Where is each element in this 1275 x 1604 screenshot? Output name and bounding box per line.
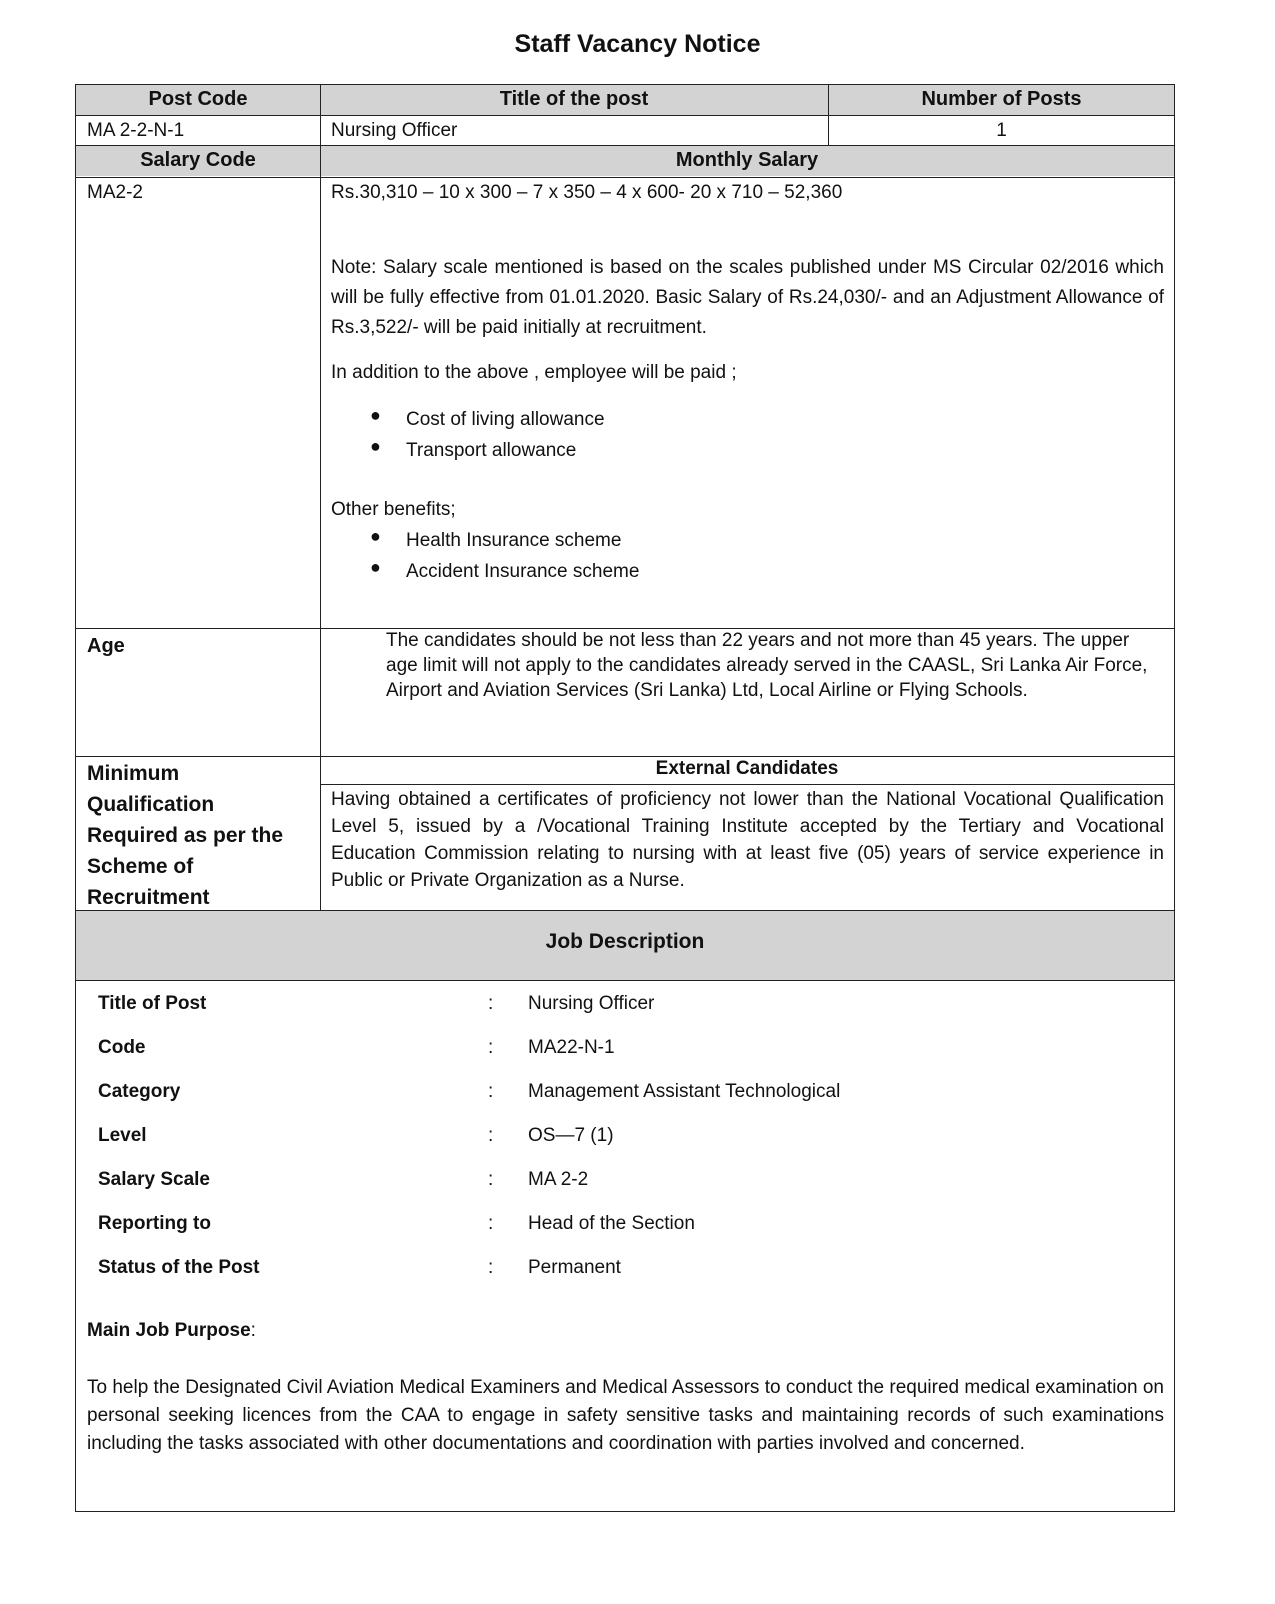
title-header: Title of the post xyxy=(499,88,649,110)
jd-colon: : xyxy=(488,993,494,1014)
main-job-purpose-label: Main Job Purpose xyxy=(87,1320,251,1341)
age-text: The candidates should be not less than 22 years and not more than 45 years. The upper age limit will not apply to the candidates already served in the CAASL, Sri Lanka Air Force, Airport and Aviation Services (Sri Lanka) Ltd, Local Airline or Flying Schools. xyxy=(386,630,1148,701)
number-header: Number of Posts xyxy=(921,88,1082,110)
jd-label-status: Status of the Post xyxy=(98,1257,260,1278)
jd-value-status: Permanent xyxy=(528,1257,621,1278)
qualification-label-line: Scheme of xyxy=(87,855,194,878)
divider xyxy=(75,756,1175,757)
divider xyxy=(75,980,1175,981)
jd-value-reporting: Head of the Section xyxy=(528,1213,695,1234)
jd-label-title: Title of Post xyxy=(98,993,207,1014)
external-candidates-header: External Candidates xyxy=(655,758,839,779)
benefit-item: Accident Insurance scheme xyxy=(406,561,640,582)
salary-code-header: Salary Code xyxy=(140,149,256,171)
jd-value-salary-scale: MA 2-2 xyxy=(528,1169,589,1190)
jd-colon: : xyxy=(488,1037,494,1058)
qualification-label xyxy=(87,758,283,913)
jd-value-code: MA22-N-1 xyxy=(528,1037,615,1058)
post-code-value: MA 2-2-N-1 xyxy=(87,120,185,141)
bullet-icon: ● xyxy=(370,436,381,456)
age-label: Age xyxy=(87,635,125,657)
bullet-icon: ● xyxy=(370,557,381,577)
addition-intro: In addition to the above , employee will be paid ; xyxy=(331,362,737,383)
main-job-purpose-colon: : xyxy=(250,1320,256,1341)
jd-colon: : xyxy=(488,1081,494,1102)
allowance-item: Cost of living allowance xyxy=(406,409,605,430)
jd-colon: : xyxy=(488,1213,494,1234)
jd-colon: : xyxy=(488,1257,494,1278)
jd-label-reporting: Reporting to xyxy=(98,1213,211,1234)
divider xyxy=(320,784,1175,785)
qualification-label-line: Required as per the xyxy=(87,824,284,847)
job-description-header: Job Description xyxy=(545,930,705,953)
allowance-item: Transport allowance xyxy=(406,440,577,461)
qualification-text: Having obtained a certificates of proficiency not lower than the National Vocational Qualification Level 5, issued by a /Vocational Training Institute accepted by the Tertiary and Vocational Education Commission relating to nursing with at least five (05) years of service experience in Public or Private Organization as a Nurse. xyxy=(331,789,1164,891)
jd-label-salary-scale: Salary Scale xyxy=(98,1169,210,1190)
number-of-posts-value: 1 xyxy=(996,120,1007,141)
jd-label-category: Category xyxy=(98,1081,181,1102)
salary-scale: Rs.30,310 – 10 x 300 – 7 x 350 – 4 x 600- 20 x 710 – 52,360 xyxy=(331,182,843,203)
salary-code-value: MA2-2 xyxy=(87,182,143,203)
qualification-label-line: Minimum xyxy=(87,762,180,785)
qualification-label-line: Qualification xyxy=(87,793,215,816)
jd-value-title: Nursing Officer xyxy=(528,993,655,1014)
column-divider xyxy=(320,84,321,910)
jd-label-level: Level xyxy=(98,1125,147,1146)
post-title-value: Nursing Officer xyxy=(331,120,458,141)
main-job-purpose-text: To help the Designated Civil Aviation Medical Examiners and Medical Assessors to conduct the required medical examination on personal seeking licences from the CAA to engage in safety sensitive tasks and maintaining records of such examinations including the tasks associated with other documentations and coordination with parties involved and concerned. xyxy=(87,1377,1164,1454)
page-title: Staff Vacancy Notice xyxy=(514,30,761,58)
bullet-icon: ● xyxy=(370,526,381,546)
post-code-header: Post Code xyxy=(148,88,248,110)
benefits-intro: Other benefits; xyxy=(331,499,456,520)
jd-label-code: Code xyxy=(98,1037,146,1058)
benefit-item: Health Insurance scheme xyxy=(406,530,622,551)
jd-colon: : xyxy=(488,1169,494,1190)
main-job-purpose-heading xyxy=(87,1320,256,1342)
jd-value-level: OS—7 (1) xyxy=(528,1125,614,1146)
jd-value-category: Management Assistant Technological xyxy=(528,1081,841,1102)
bullet-icon: ● xyxy=(370,405,381,425)
jd-colon: : xyxy=(488,1125,494,1146)
monthly-salary-header: Monthly Salary xyxy=(675,149,819,171)
salary-note: Note: Salary scale mentioned is based on the scales published under MS Circular 02/2016 which will be fully effective from 01.01.2020. Basic Salary of Rs.24,030/- and an Adjustment Allowance of Rs.3,522/- will be paid initially at recruitment. xyxy=(331,257,1164,338)
column-divider xyxy=(828,84,829,145)
qualification-label-line: Recruitment xyxy=(87,886,210,909)
